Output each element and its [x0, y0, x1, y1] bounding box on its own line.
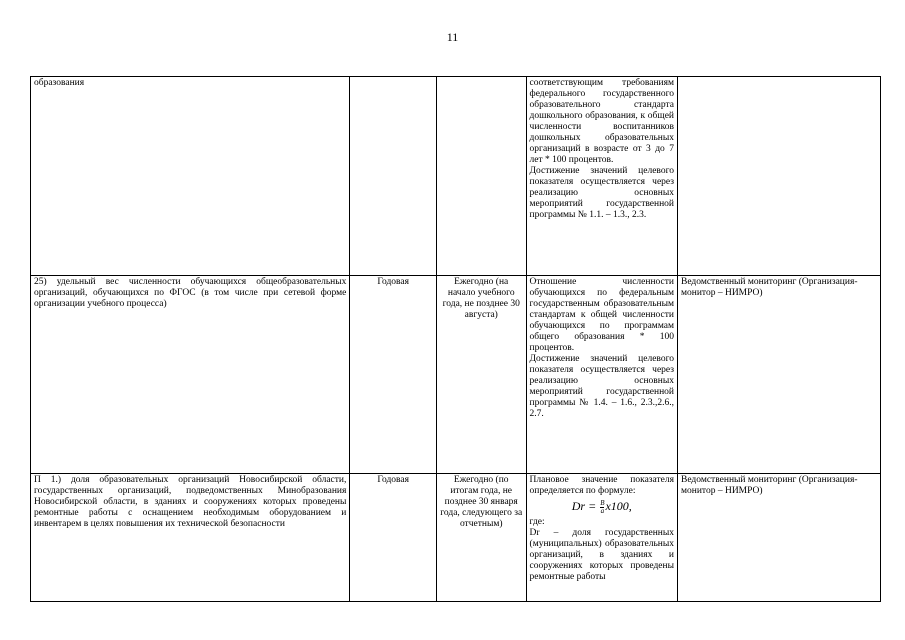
- indicator-name-cell: 25) удельный вес численности обучающихся общеобразовательных организаций, обучающихся по ФГОС (в том числе при сетевой форме организации учебного процесса): [31, 276, 350, 474]
- formula: [530, 499, 674, 515]
- indicator-name-cell: П 1.) доля образовательных организаций Новосибирской области, государственных организаций, подведомственных Минобразования Новосибирской области, в зданиях и сооружениях которых проведены ремонтные работы с оснащением необходимым оборудованием и инвентарем в целях повышения их технической безопасности: [31, 474, 350, 602]
- method-cell: [526, 276, 677, 474]
- formula-intro: Плановое значение показателя определяется по формуле:: [529, 475, 674, 496]
- formula-denominator: a: [600, 506, 605, 515]
- deadline-cell: Ежегодно (по итогам года, не позднее 30 января года, следующего за отчетным): [436, 474, 526, 602]
- formula-rest: x100,: [605, 499, 632, 513]
- indicator-name-cell: образования: [31, 77, 350, 276]
- source-cell: [678, 77, 881, 276]
- periodicity-cell: [350, 77, 437, 276]
- formula-lhs: Dr: [571, 499, 586, 513]
- table-row: [31, 77, 881, 276]
- method-cell: [526, 474, 677, 602]
- source-cell: Ведомственный мониторинг (Организация-монитор – НИМРО): [678, 474, 881, 602]
- indicators-table: [30, 76, 881, 602]
- formula-where: где:: [529, 516, 545, 527]
- periodicity-cell: Годовая: [350, 474, 437, 602]
- deadline-cell: [436, 77, 526, 276]
- deadline-cell: Ежегодно (на начало учебного года, не позднее 30 августа): [436, 276, 526, 474]
- formula-fraction: [600, 500, 604, 515]
- formula-eq: =: [585, 499, 600, 513]
- formula-numerator: B: [600, 498, 605, 507]
- method-definition-text: Dr – доля государственных (муниципальных) образовательных организаций, в зданиях и сооружениях которых проведены ремонтные работы: [529, 527, 674, 582]
- source-cell: Ведомственный мониторинг (Организация-монитор – НИМРО): [678, 276, 881, 474]
- method-achievement-text: Достижение значений целевого показателя осуществляется через реализацию основных мероприятий государственной программы № 1.1. – 1.3., 2.3.: [529, 166, 674, 220]
- method-text: Отношение численности обучающихся по федеральным государственным образовательным стандартам к общей численности обучающихся по программам общего образования * 100 процентов.: [529, 277, 674, 353]
- page-number: 11: [446, 30, 459, 44]
- method-text: соответствующим требованиям федерального государственного образовательного стандарта дошкольного образования, к общей численности воспитанников дошкольных образовательных организаций в возрасте от 3 до 7 лет * 100 процентов.: [529, 78, 674, 165]
- method-achievement-text: Достижение значений целевого показателя осуществляется через реализацию основных мероприятий государственной программы № 1.4. – 1.6., 2.3.,2.6., 2.7.: [529, 354, 674, 419]
- periodicity-cell: Годовая: [350, 276, 437, 474]
- table-row: [31, 474, 881, 602]
- table-row: [31, 276, 881, 474]
- method-cell: [526, 77, 677, 276]
